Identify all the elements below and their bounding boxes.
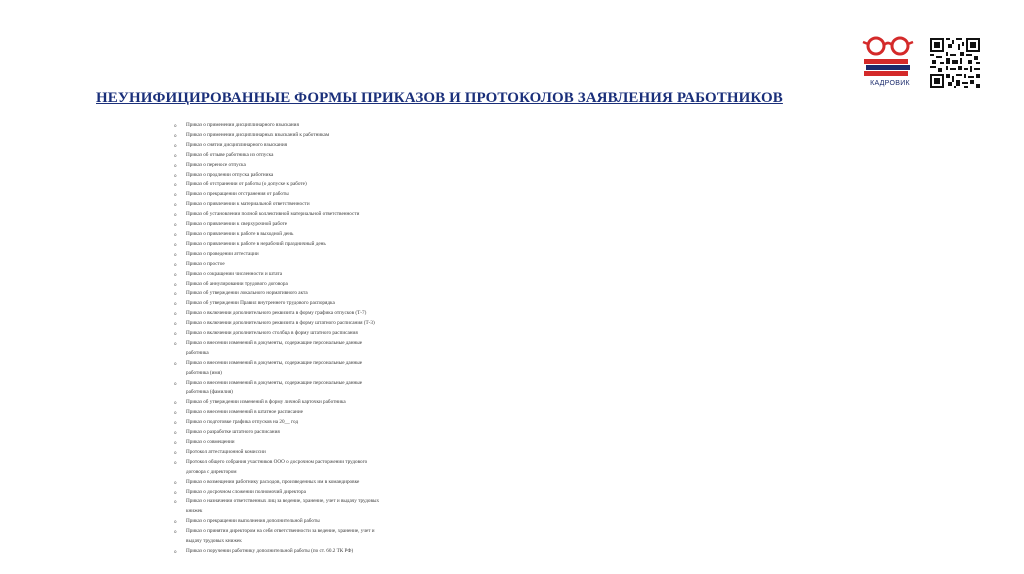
list-item <box>174 359 414 379</box>
list-item-text: Приказ о привлечении к сверхурочной работе <box>186 221 288 228</box>
list-item-text: Приказ о подготовке графика отпусков на 20__ год <box>186 419 299 426</box>
list-item-text: Приказ об аннулировании трудового договора <box>186 280 288 287</box>
list-item-text: Приказ о переносе отпуска <box>186 161 246 168</box>
list-item-text: Протокол общего собрания участников ООО о досрочном расторжении трудового <box>186 458 368 465</box>
list-item-text: Приказ о прекращении выполнения дополнительной работы <box>186 518 320 525</box>
list-item-text: Приказ о продлении отпуска работника <box>186 171 274 178</box>
list-item <box>174 230 414 240</box>
list-item <box>174 190 414 200</box>
list-item-continuation: работника <box>186 349 209 356</box>
list-item <box>174 289 414 299</box>
list-item <box>174 448 414 458</box>
list-item-text: Приказ об отстранении от работы (о допуске к работе) <box>186 181 307 188</box>
list-item-text: Приказ о сокращении численности и штата <box>186 270 283 277</box>
list-item <box>174 497 414 517</box>
list-item-text: Приказ о совмещении <box>186 439 235 445</box>
page-title: НЕУНИФИЦИРОВАННЫЕ ФОРМЫ ПРИКАЗОВ И ПРОТОКОЛОВ ЗАЯВЛЕНИЯ РАБОТНИКОВ <box>96 90 783 106</box>
list-item <box>174 438 414 448</box>
list-item <box>174 329 414 339</box>
list-item <box>174 319 414 329</box>
list-item <box>174 408 414 418</box>
list-item-text: Приказ о простое <box>186 260 225 267</box>
list-item-text: Приказ о прекращении отстранения от работы <box>186 191 289 198</box>
logo-text: КАДРОВИК <box>870 80 910 87</box>
list-item <box>174 339 414 359</box>
list-item <box>174 547 414 557</box>
list-item-text: Приказ о проведении аттестации <box>186 250 259 257</box>
list-item <box>174 200 414 210</box>
list-item-text: Приказ о включении дополнительного столбца в форму штатного расписания <box>186 330 358 337</box>
list-item <box>174 299 414 309</box>
list-item-continuation: работника (фамилия) <box>186 389 233 396</box>
list-item-text: Приказ о возмещении работнику расходов, произведенных им в командировке <box>186 478 360 485</box>
forms-list <box>174 121 414 557</box>
list-item-text: Приказ о внесении изменений в документы, содержащие персональные данные <box>186 379 363 386</box>
list-item <box>174 309 414 319</box>
list-item <box>174 210 414 220</box>
list-item <box>174 240 414 250</box>
list-item-text: Приказ о внесении изменений в документы, содержащие персональные данные <box>186 359 363 366</box>
list-item-text: Приказ о привлечении к работе в нерабочий праздничный день <box>186 240 326 247</box>
qr-code-icon <box>930 38 980 88</box>
list-item <box>174 121 414 131</box>
list-item-text: Приказ об утверждении изменений в форму личной карточки работника <box>186 399 346 406</box>
list-item-continuation: договора с директором <box>186 468 237 475</box>
list-item <box>174 161 414 171</box>
list-item <box>174 517 414 527</box>
list-item-text: Приказ о внесении изменений в штатное расписание <box>186 409 303 416</box>
list-item <box>174 527 414 547</box>
list-item-text: Приказ об утверждении Правил внутреннего трудового распорядка <box>186 300 335 307</box>
list-item-text: Приказ о привлечении к работе в выходной день <box>186 230 294 237</box>
list-item-text: Приказ о внесении изменений в документы, содержащие персональные данные <box>186 339 363 346</box>
list-item <box>174 180 414 190</box>
list-item <box>174 151 414 161</box>
list-item-text: Приказ о разработке штатного расписания <box>186 429 280 436</box>
list-item <box>174 428 414 438</box>
list-item-continuation: выдачу трудовых книжек <box>186 538 242 545</box>
list-item-text: Приказ о включении дополнительного реквизита в форму графика отпусков (Т-7) <box>186 310 367 317</box>
list-item <box>174 379 414 399</box>
list-item-text: Приказ об установлении полной коллективной материальной ответственности <box>186 211 360 218</box>
list-item <box>174 418 414 428</box>
list-item-text: Приказ об утверждении локального нормативного акта <box>186 290 308 297</box>
list-item-text: Приказ о применении дисциплинарного взыскания <box>186 122 299 128</box>
list-item-text: Приказ об отзыве работника из отпуска <box>186 151 274 158</box>
list-item-text: Приказ о назначении ответственных лиц за ведение, хранение, учет и выдачу трудовых <box>186 498 380 505</box>
list-item-text: Приказ о применении дисциплинарных взысканий к работникам <box>186 131 330 138</box>
list-item <box>174 488 414 498</box>
qr-code[interactable] <box>930 38 980 88</box>
list-item <box>174 250 414 260</box>
glasses-books-icon <box>862 36 916 84</box>
list-item-text: Протокол аттестационной комиссии <box>186 448 266 455</box>
list-item-text: Приказ о принятии директором на себя ответственности за ведение, хранение, учет и <box>186 528 375 535</box>
list-item <box>174 131 414 141</box>
list-item <box>174 280 414 290</box>
list-item <box>174 458 414 478</box>
list-item <box>174 171 414 181</box>
list-item <box>174 398 414 408</box>
list-item-text: Приказ о включении дополнительного реквизита в форму штатного расписания (Т-3) <box>186 320 375 327</box>
list-item <box>174 270 414 280</box>
list-item-continuation: работника (имя) <box>186 369 222 376</box>
list-item-text: Приказ о досрочном сложении полномочий директора <box>186 488 306 495</box>
list-item-continuation: книжек <box>186 508 203 515</box>
list-item <box>174 141 414 151</box>
list-item-text: Приказ о поручении работнику дополнительной работы (по ст. 60.2 ТК РФ) <box>186 547 354 554</box>
list-item <box>174 260 414 270</box>
list-item-text: Приказ о снятии дисциплинарного взыскания <box>186 141 287 148</box>
list-item-text: Приказ о привлечении к материальной ответственности <box>186 201 310 208</box>
list-item <box>174 478 414 488</box>
list-item <box>174 220 414 230</box>
